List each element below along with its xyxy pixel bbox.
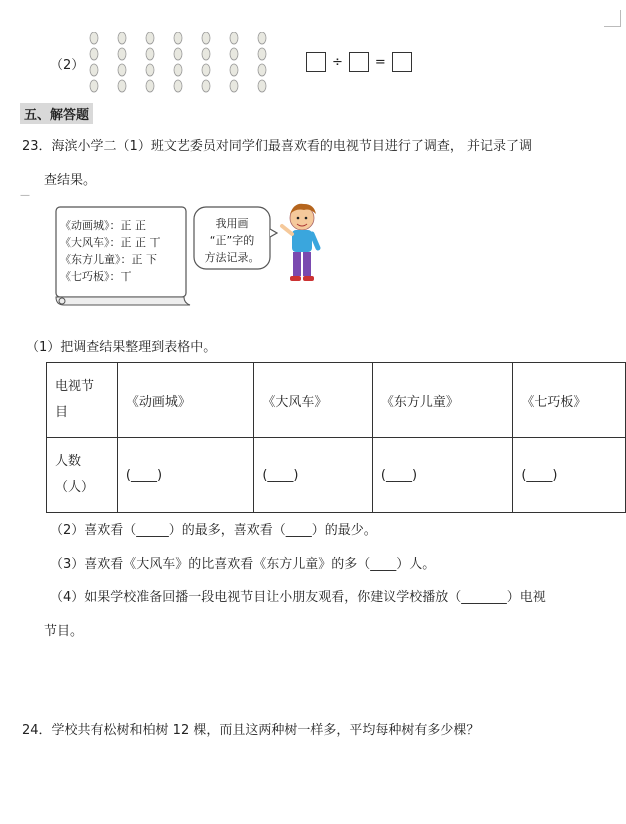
answer-blank-cell[interactable]: (____): [117, 438, 253, 513]
table-header-cell: 《大风车》: [254, 363, 373, 438]
bubble-line: 方法记录。: [204, 251, 260, 264]
row-label: （人）: [55, 480, 95, 495]
table-row: [47, 363, 626, 438]
survey-table: [46, 362, 626, 513]
bubble-line: “正”字的: [209, 234, 255, 247]
q23-line2: 查结果。: [44, 173, 97, 188]
tally-row: 《东方儿童》：正 下: [60, 253, 157, 266]
q2-label: （2）: [50, 58, 85, 73]
answer-box-quotient[interactable]: [392, 52, 412, 72]
q24-text: 24．学校共有松树和柏树 12 棵，而且这两种树一样多，平均每种树有多少棵？: [22, 723, 480, 738]
tally-row: 《大风车》：正 正 丅: [60, 236, 161, 249]
boy-illustration-icon: [278, 200, 328, 284]
answer-box-divisor[interactable]: [349, 52, 369, 72]
object-picture-grid: [88, 32, 278, 96]
table-header-cell: 《七巧板》: [513, 363, 626, 438]
section-title: 五、解答题: [20, 103, 93, 124]
table-row: [47, 438, 626, 513]
answer-blank-cell[interactable]: (____): [372, 438, 512, 513]
divide-sign: ÷: [332, 54, 343, 70]
answer-blank-cell[interactable]: (____): [254, 438, 373, 513]
q23-sub4-line1: （4）如果学校准备回播一段电视节目让小朋友观看，你建议学校播放（_______）电视: [50, 590, 546, 605]
tally-scroll: [52, 205, 192, 307]
answer-box-dividend[interactable]: [306, 52, 326, 72]
header-label: 目: [55, 405, 69, 420]
table-header-cell: [47, 363, 118, 438]
table-header-cell: 《动画城》: [117, 363, 253, 438]
tally-row: 《动画城》：正 正: [60, 219, 146, 232]
division-equation: [306, 52, 412, 72]
margin-mark: —: [20, 190, 30, 201]
q23-sub3: （3）喜欢看《大风车》的比喜欢看《东方儿童》的多（____）人。: [50, 557, 436, 572]
q23-sub1: （1）把调查结果整理到表格中。: [26, 340, 217, 355]
answer-blank-cell[interactable]: (____): [513, 438, 626, 513]
q23-line1: 23．海滨小学二（1）班文艺委员对同学们最喜欢看的电视节目进行了调查， 并记录了调: [22, 139, 532, 154]
tally-row: 《七巧板》：丅: [60, 270, 132, 283]
table-row-label: [47, 438, 118, 513]
q23-sub2: （2）喜欢看（_____）的最多，喜欢看（____）的最少。: [50, 523, 377, 538]
speech-bubble: [192, 205, 278, 273]
q23-sub4-line2: 节目。: [44, 624, 84, 639]
equals-sign: =: [374, 54, 386, 70]
page-corner-mark: [604, 10, 621, 27]
table-header-cell: 《东方儿童》: [372, 363, 512, 438]
header-label: 电视节: [55, 379, 95, 394]
row-label: 人数: [55, 454, 82, 469]
bubble-line: 我用画: [215, 217, 249, 230]
